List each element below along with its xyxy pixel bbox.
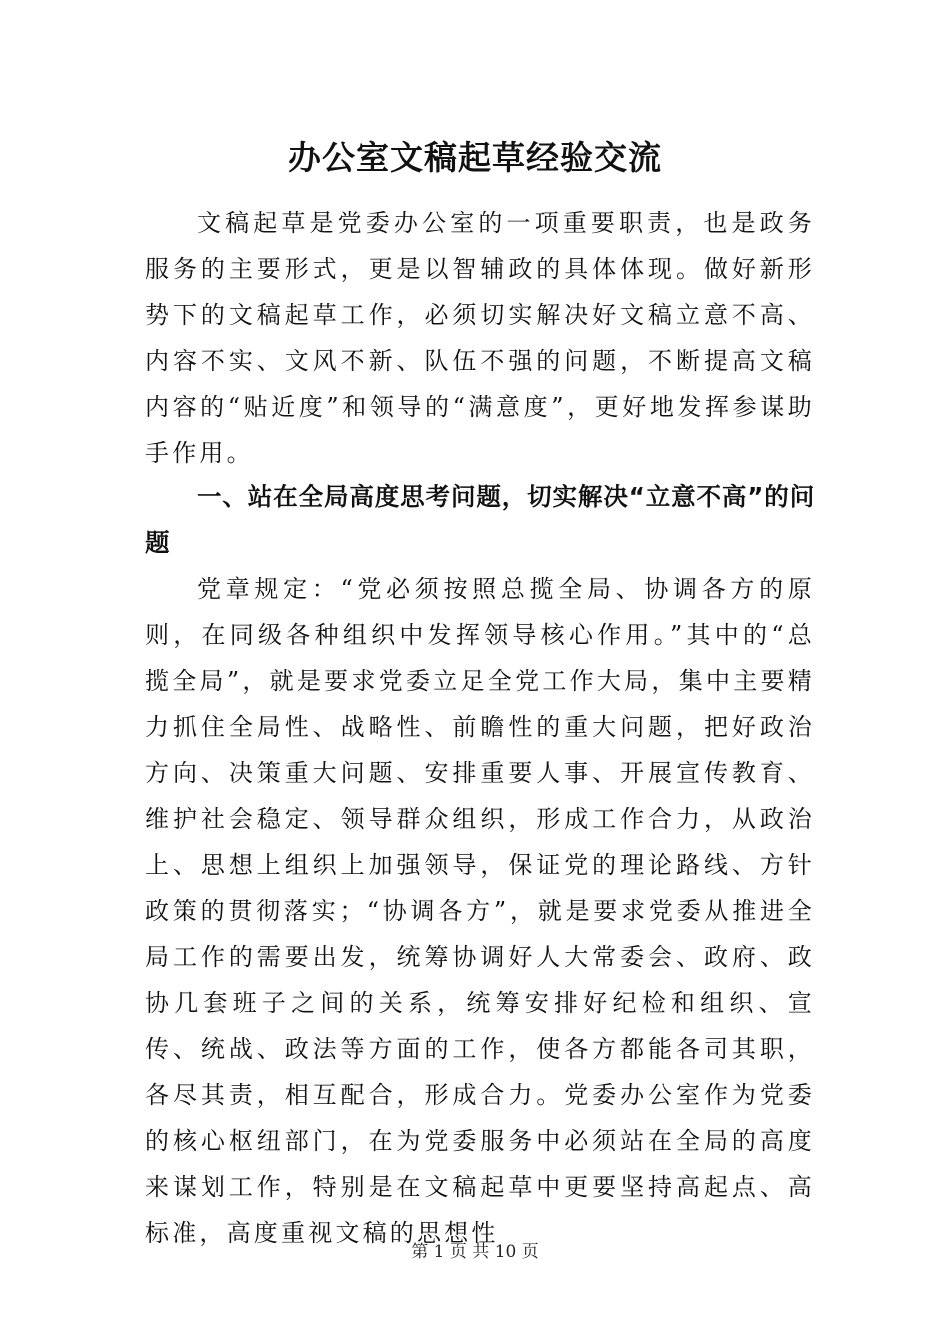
intro-paragraph: 文稿起草是党委办公室的一项重要职责，也是政务服务的主要形式，更是以智辅政的具体体现。做好新形势下的文稿起草工作，必须切实解决好文稿立意不高、内容不实、文风不新、队伍不强的问题，不断提高文稿内容的“贴近度”和领导的“满意度”，更好地发挥参谋助手作用。 xyxy=(145,209,815,467)
page-title: 办公室文稿起草经验交流 xyxy=(288,138,662,177)
section-heading-1: 一、站在全局高度思考问题，切实解决“立意不高”的问题 xyxy=(145,482,815,557)
section-1-paragraph: 党章规定：“党必须按照总揽全局、协调各方的原则，在同级各种组织中发挥领导核心作用。”其中的“总揽全局”，就是要求党委立足全党工作大局，集中主要精力抓住全局性、战略性、前瞻性的重大问题，把好政治方向、决策重大问题、安排重要人事、开展宣传教育、维护社会稳定、领导群众组织，形成工作合力，从政治上、思想上组织上加强领导，保证党的理论路线、方针政策的贯彻落实；“协调各方”，就是要求党委从推进全局工作的需要出发，统筹协调好人大常委会、政府、政协几套班子之间的关系，统筹安排好纪检和组织、宣传、统战、政法等方面的工作，使各方都能各司其职，各尽其责，相互配合，形成合力。党委办公室作为党委的核心枢纽部门，在为党委服务中必须站在全局的高度来谋划工作，特别是在文稿起草中更要坚持高起点、高标准，高度重视文稿的思想性 xyxy=(145,575,815,1247)
page-footer: 第 1 页 共 10 页 xyxy=(411,1242,539,1262)
